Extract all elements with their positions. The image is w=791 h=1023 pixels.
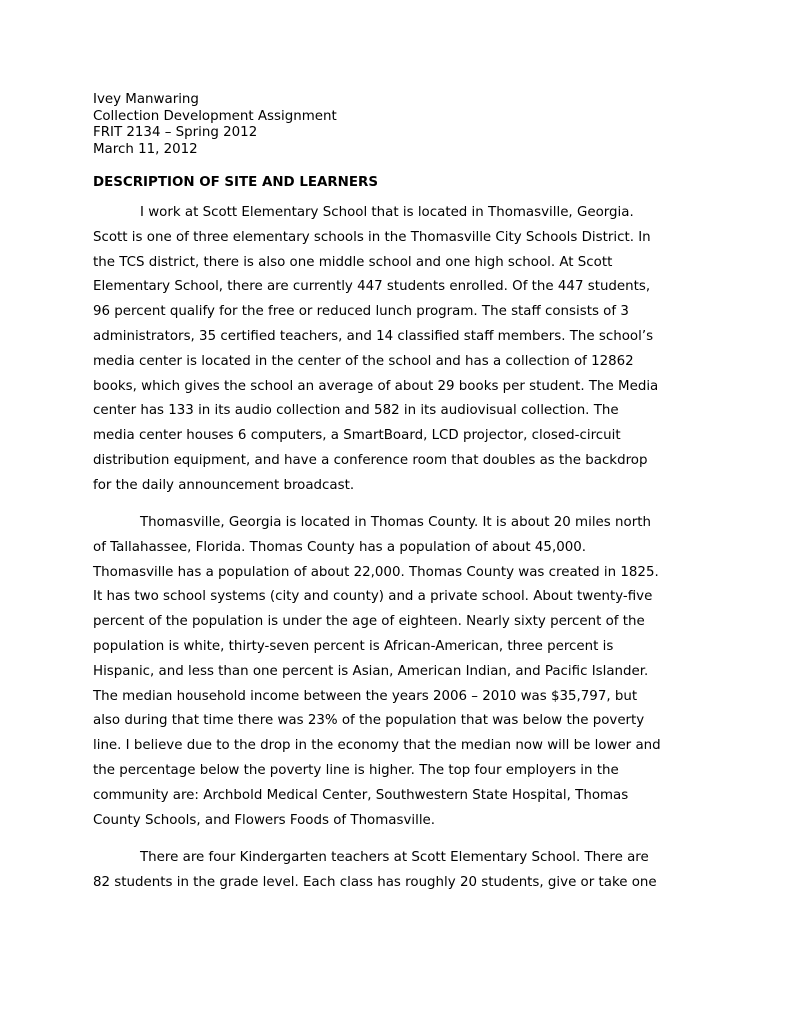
paragraph-line: percent of the population is under the age of eighteen. Nearly sixty percent of the [93, 614, 645, 630]
paragraph-line: It has two school systems (city and county) and a private school. About twenty-five [93, 589, 653, 605]
paragraph-line: distribution equipment, and have a conference room that doubles as the backdrop [93, 452, 648, 468]
paragraph-line: for the daily announcement broadcast. [93, 477, 355, 493]
paragraph-line: Thomasville has a population of about 22,000. Thomas County was created in 1825. [93, 564, 659, 580]
paragraph-line: Elementary School, there are currently 447 students enrolled. Of the 447 students, [93, 279, 651, 295]
paragraph-line: books, which gives the school an average of about 29 books per student. The Media [93, 378, 659, 394]
paragraph-line: There are four Kindergarten teachers at Scott Elementary School. There are [140, 850, 649, 865]
assignment-title: Collection Development Assignment [93, 108, 337, 124]
paragraph-line: line. I believe due to the drop in the economy that the median now will be lower and [93, 738, 661, 754]
document-date: March 11, 2012 [93, 141, 198, 157]
paragraph-kindergarten-description [93, 846, 713, 896]
section-heading: DESCRIPTION OF SITE AND LEARNERS [93, 175, 378, 190]
paragraph-line: center has 133 in its audio collection and 582 in its audiovisual collection. The [93, 403, 619, 419]
paragraph-line: the TCS district, there is also one middle school and one high school. At Scott [93, 254, 613, 270]
paragraph-line: of Tallahassee, Florida. Thomas County has a population of about 45,000. [93, 539, 587, 555]
course-term: FRIT 2134 – Spring 2012 [93, 125, 258, 140]
paragraph-line: The median household income between the years 2006 – 2010 was $35,797, but [93, 688, 638, 704]
paragraph-line: I work at Scott Elementary School that is located in Thomasville, Georgia. [140, 205, 634, 220]
document-header [93, 92, 713, 158]
author-name: Ivey Manwaring [93, 92, 199, 107]
paragraph-line: the percentage below the poverty line is higher. The top four employers in the [93, 762, 619, 778]
paragraph-line: Thomasville, Georgia is located in Thomas County. It is about 20 miles north [140, 515, 651, 530]
paragraph-line: 96 percent qualify for the free or reduced lunch program. The staff consists of 3 [93, 304, 629, 320]
paragraph-community-description [93, 511, 713, 833]
paragraph-line: Scott is one of three elementary schools in the Thomasville City Schools District. In [93, 229, 651, 245]
paragraph-line: also during that time there was 23% of the population that was below the poverty [93, 713, 645, 729]
paragraph-line: County Schools, and Flowers Foods of Thomasville. [93, 812, 436, 828]
paragraph-line: 82 students in the grade level. Each class has roughly 20 students, give or take one [93, 874, 657, 890]
paragraph-line: administrators, 35 certified teachers, and 14 classified staff members. The school’s [93, 328, 654, 344]
paragraph-line: media center is located in the center of the school and has a collection of 12862 [93, 353, 634, 369]
paragraph-line: community are: Archbold Medical Center, Southwestern State Hospital, Thomas [93, 787, 629, 803]
paragraph-line: population is white, thirty-seven percent is African-American, three percent is [93, 638, 614, 654]
paragraph-line: Hispanic, and less than one percent is Asian, American Indian, and Pacific Islander. [93, 663, 649, 679]
paragraph-school-description [93, 201, 713, 499]
paragraph-line: media center houses 6 computers, a SmartBoard, LCD projector, closed-circuit [93, 428, 621, 444]
